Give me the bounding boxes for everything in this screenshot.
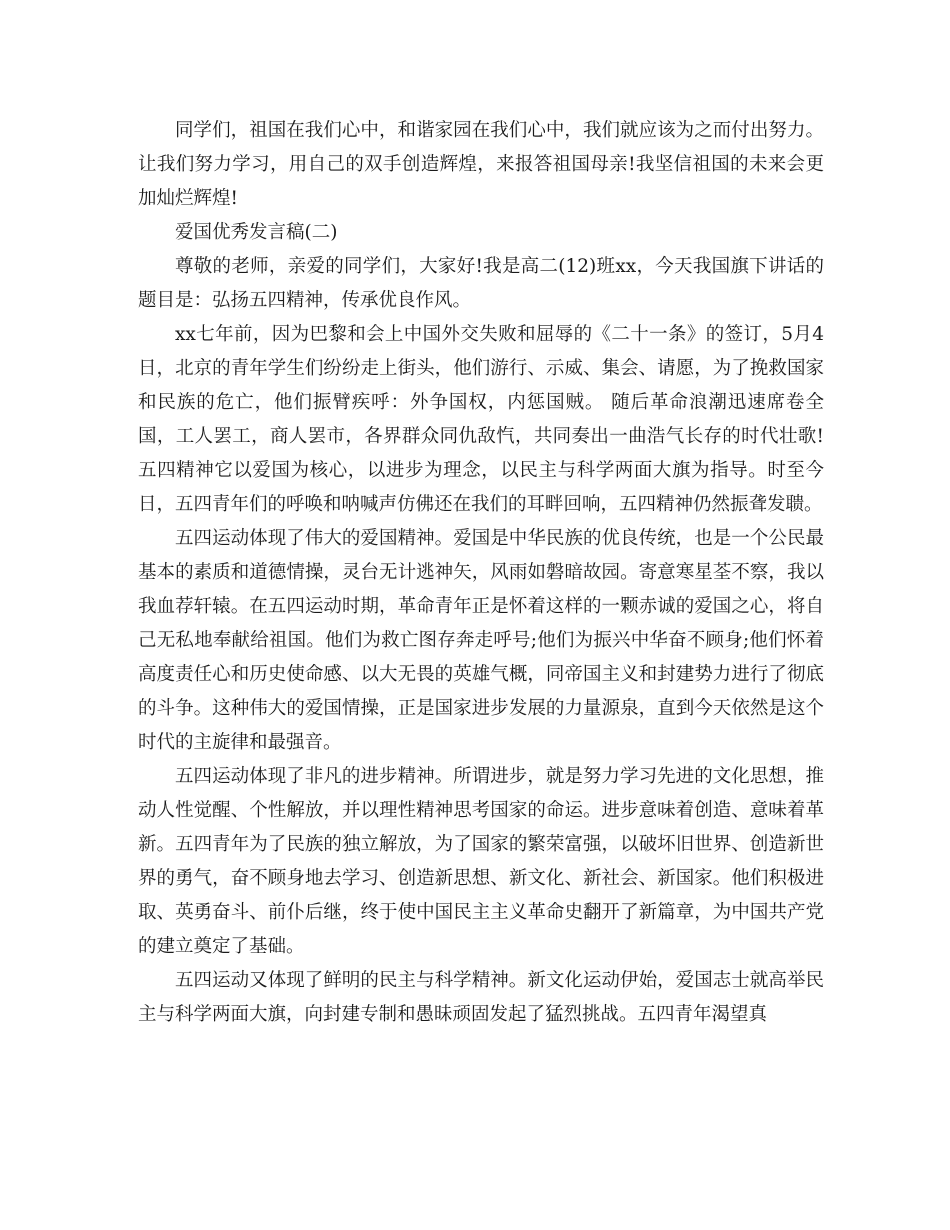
paragraph-history: xx七年前，因为巴黎和会上中国外交失败和屈辱的《二十一条》的签订，5月4日，北京的青年学生们纷纷走上街头，他们游行、示威、集会、请愿，为了挽救国家和民族的危亡，他们振臂疾呼：外争国权，内惩国贼。 随后革命浪潮迅速席卷全国，工人罢工，商人罢市，各界群众同仇敌忾，共同奏出一曲浩气长存的时代壮歌!五四精神它以爱国为核心，以进步为理念，以民主与科学两面大旗为指导。时至今日，五四青年们的呼唤和呐喊声仿佛还在我们的耳畔回响，五四精神仍然振聋发聩。 bbox=[138, 324, 824, 515]
document-body bbox=[138, 114, 824, 1032]
paragraph-greeting: 尊敬的老师，亲爱的同学们，大家好!我是高二(12)班xx，今天我国旗下讲话的题目是：弘扬五四精神，传承优良作风。 bbox=[138, 256, 824, 311]
paragraph-closing: 同学们，祖国在我们心中，和谐家园在我们心中，我们就应该为之而付出努力。让我们努力学习，用自己的双手创造辉煌，来报答祖国母亲!我坚信祖国的未来会更加灿烂辉煌! bbox=[138, 120, 824, 209]
paragraph-democracy-science: 五四运动又体现了鲜明的民主与科学精神。新文化运动伊始，爱国志士就高举民主与科学两面大旗，向封建专制和愚昧顽固发起了猛烈挑战。五四青年渴望真 bbox=[138, 970, 824, 1025]
paragraph-progress: 五四运动体现了非凡的进步精神。所谓进步，就是努力学习先进的文化思想，推动人性觉醒、个性解放，并以理性精神思考国家的命运。进步意味着创造、意味着革新。五四青年为了民族的独立解放，为了国家的繁荣富强，以破坏旧世界、创造新世界的勇气，奋不顾身地去学习、创造新思想、新文化、新社会、新国家。他们积极进取、英勇奋斗、前仆后继，终于使中国民主主义革命史翻开了新篇章，为中国共产党的建立奠定了基础。 bbox=[138, 766, 824, 957]
paragraph-patriotism: 五四运动体现了伟大的爱国精神。爱国是中华民族的优良传统，也是一个公民最基本的素质和道德情操，灵台无计逃神矢，风雨如磐暗故园。寄意寒星荃不察，我以我血荐轩辕。在五四运动时期，革命青年正是怀着这样的一颗赤诚的爱国之心，将自己无私地奉献给祖国。他们为救亡图存奔走呼号;他们为振兴中华奋不顾身;他们怀着高度责任心和历史使命感、以大无畏的英雄气概，同帝国主义和封建势力进行了彻底的斗争。这种伟大的爱国情操，正是国家进步发展的力量源泉，直到今天依然是这个时代的主旋律和最强音。 bbox=[138, 528, 824, 753]
section-heading: 爱国优秀发言稿(二) bbox=[175, 222, 338, 243]
